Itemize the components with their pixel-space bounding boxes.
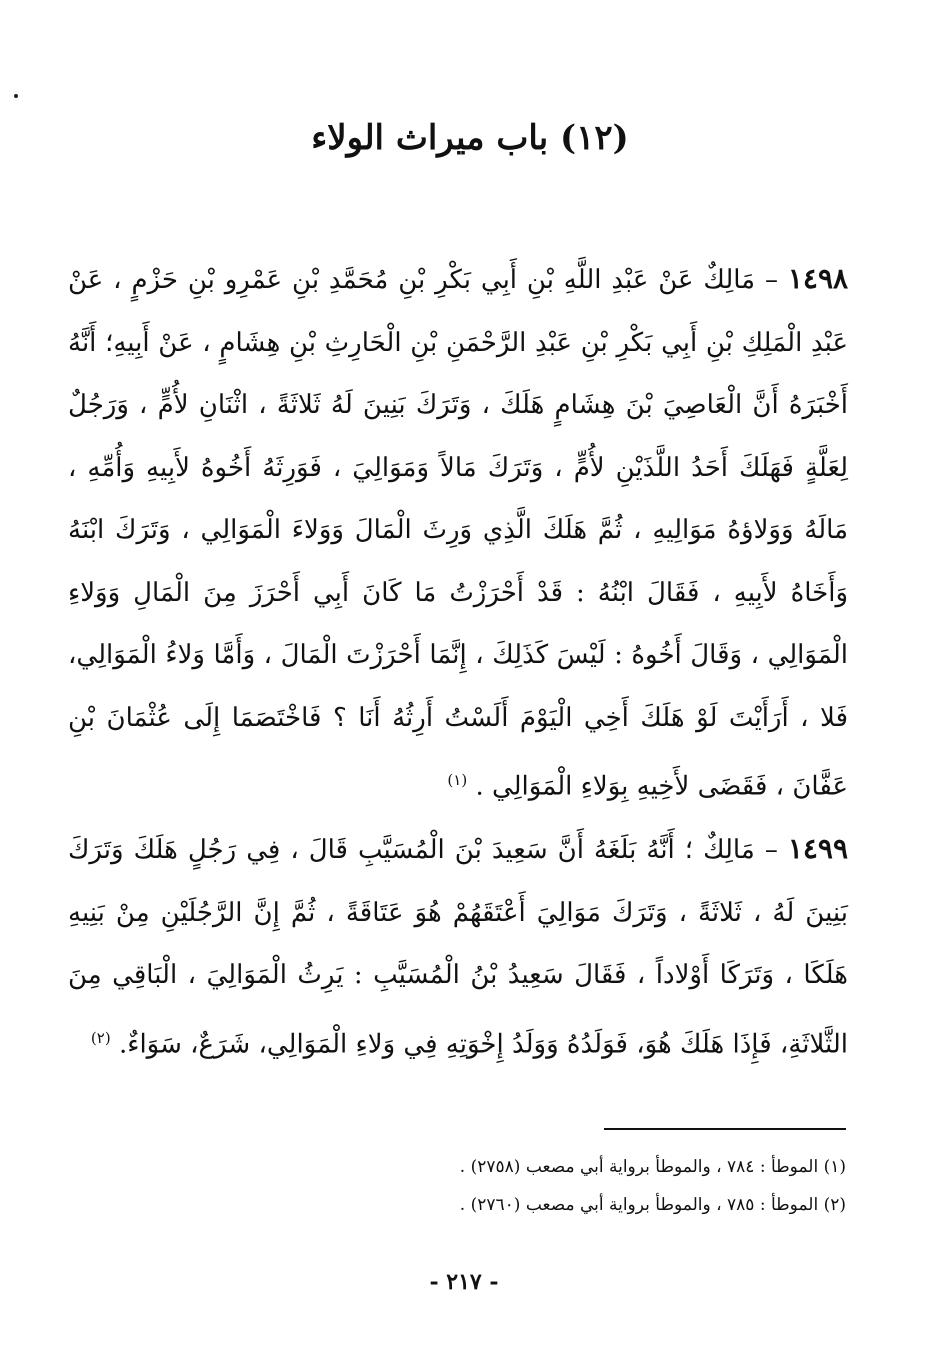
- hadith-1498: [68, 248, 848, 818]
- hadith-text: مَالِكٌ عَنْ عَبْدِ اللَّهِ بْنِ أَبِي بَكْرِ بْنِ مُحَمَّدِ بْنِ عَمْرِو بْنِ حَزْمٍ ، عَنْ عَبْدِ الْمَلِكِ بْنِ أَبِي بَكْرِ بْنِ عَبْدِ الرَّحْمَنِ بْنِ الْحَارِثِ بْنِ هِشَامٍ ، عَنْ أَبِيهِ؛ أَنَّهُ أَخْبَرَهُ أَنَّ الْعَاصِيَ بْنَ هِشَامٍ هَلَكَ ، وَتَرَكَ بَنِينَ لَهُ ثَلاثَةً ، اثْنَانِ لأُمٍّ ، وَرَجُلٌ لِعَلَّةٍ فَهَلَكَ أَحَدُ اللَّذَيْنِ لأُمٍّ ، وَتَرَكَ مَالاً وَمَوَالِيَ ، فَوَرِثَهُ أَخُوهُ لأَبِيهِ وَأُمِّهِ ، مَالَهُ وَوَلاؤهُ مَوَالِيهِ ، ثُمَّ هَلَكَ الَّذِي وَرِثَ الْمَالَ وَوَلاءَ الْمَوَالِي ، وَتَرَكَ ابْنَهُ وَأَخَاهُ لأَبِيهِ ، فَقَالَ ابْنُهُ : قَدْ أَحْرَزْتُ مَا كَانَ أَبِي أَحْرَزَ مِنَ الْمَالِ وَوَلاءِ الْمَوَالِي ، وَقَالَ أَخُوهُ : لَيْسَ كَذَلِكَ ، إِنَّمَا أَحْرَزْتَ الْمَالَ ، وَأَمَّا وَلاءُ الْمَوَالِي، فَلا ، أَرَأَيْتَ لَوْ هَلَكَ أَخِي الْيَوْمَ أَلَسْتُ أَرِثُهُ أَنَا ؟ فَاخْتَصَمَا إِلَى عُثْمَانَ بْنِ عَفَّانَ ، فَقَضَى لأَخِيهِ بِوَلاءِ الْمَوَالِي .: [68, 265, 848, 802]
- hadith-number: ١٤٩٩: [787, 832, 848, 866]
- hadith-separator: –: [764, 835, 778, 866]
- stray-ink-dot: [14, 94, 18, 98]
- page-number: - ٢١٧ -: [429, 1269, 499, 1295]
- hadith-text: مَالِكٌ ؛ أَنَّهُ بَلَغَهُ أَنَّ سَعِيدَ بْنَ الْمُسَيَّبِ قَالَ ، فِي رَجُلٍ هَلَكَ وَتَرَكَ بَنِينَ لَهُ ، ثَلاثَةً ، وَتَرَكَ مَوَالِيَ أَعْتَقَهُمْ هُوَ عَتَاقَةً ، ثُمَّ إِنَّ الرَّجُلَيْنِ مِنْ بَنِيهِ هَلَكَا ، وَتَرَكَا أَوْلاداً ، فَقَالَ سَعِيدُ بْنُ الْمُسَيَّبِ : يَرِثُ الْمَوَالِيَ ، الْبَاقِي مِنَ الثَّلاثَةِ، فَإِذَا هَلَكَ هُوَ، فَوَلَدُهُ وَوَلَدُ إِخْوَتِهِ فِي وَلاءِ الْمَوَالِي، شَرَعٌ، سَوَاءٌ.: [68, 835, 848, 1060]
- footnote-1: (١) الموطأ : ٧٨٤ ، والموطأ برواية أبي مصعب (٢٧٥٨) .: [459, 1157, 846, 1177]
- footnote-reference: (١): [447, 771, 468, 789]
- chapter-title: (١٢) باب ميراث الولاء: [311, 118, 629, 158]
- hadith-body: [68, 248, 848, 1076]
- footnotes: [300, 1148, 846, 1224]
- hadith-number: ١٤٩٨: [787, 262, 849, 295]
- footnote-reference: (٢): [90, 1028, 111, 1047]
- footnote-divider: [604, 1128, 846, 1130]
- hadith-1499: [68, 818, 848, 1076]
- hadith-separator: –: [764, 265, 778, 295]
- footnote-2: (٢) الموطأ : ٧٨٥ ، والموطأ برواية أبي مصعب (٢٧٦٠) .: [459, 1195, 846, 1215]
